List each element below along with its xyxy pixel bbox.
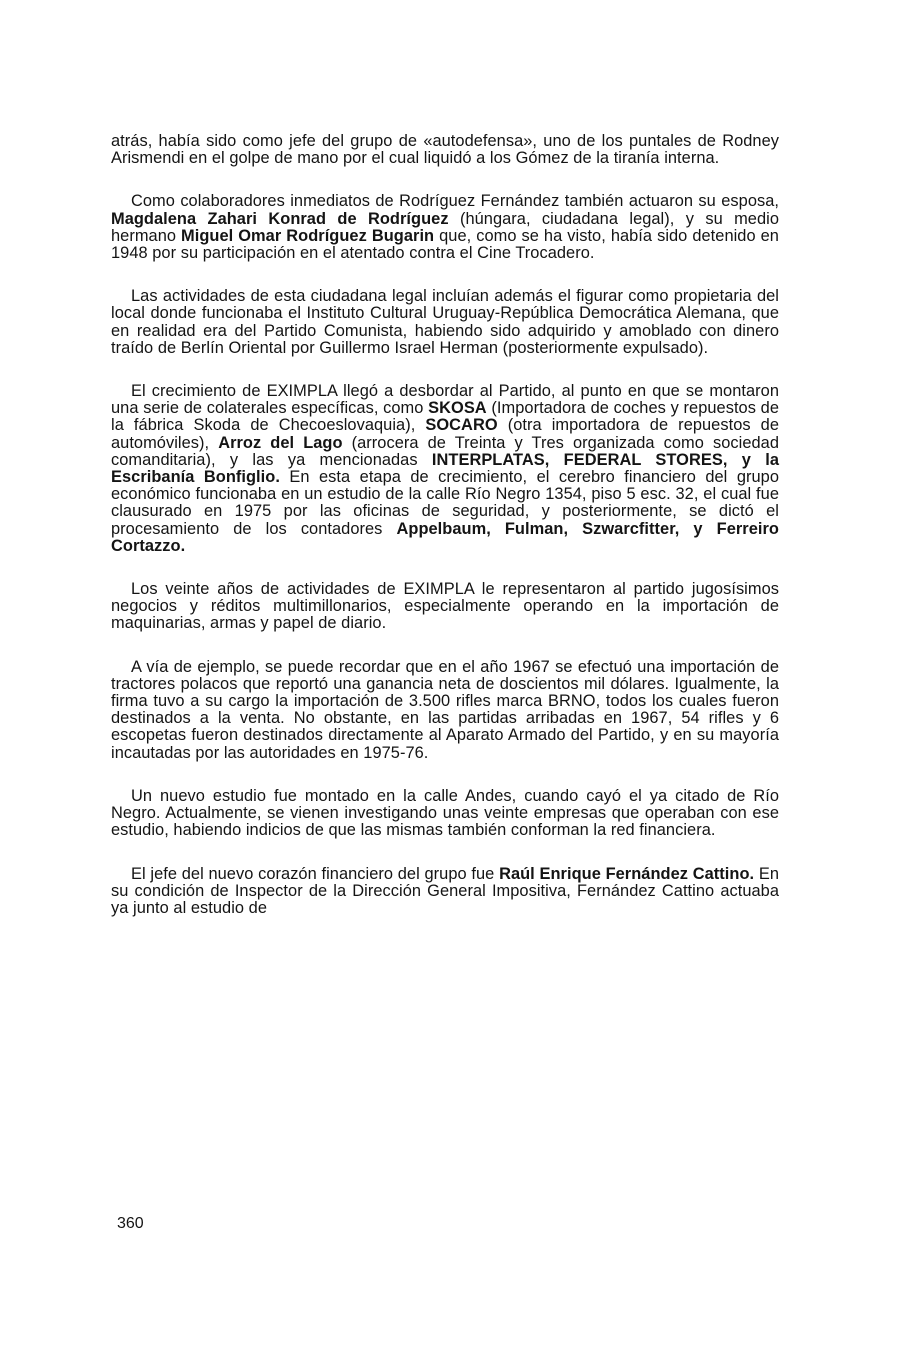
paragraph-7 bbox=[111, 788, 779, 840]
paragraph-2 bbox=[111, 193, 779, 262]
paragraph-text: En esta etapa de crecimiento, el cerebro financiero del grupo económico funcionaba en un estudio de la calle Río Negro 1354, piso 5 esc. 32, el cual fue clausurado en 1975 por las oficinas de seguridad, y posteriormente, se dictó el procesamiento de los contadores bbox=[111, 468, 779, 538]
bold-name: Appelbaum, Fulman, Szwarcfitter, y Ferreiro Cortazzo. bbox=[111, 519, 779, 555]
paragraph-5 bbox=[111, 581, 779, 633]
paragraph-text: Las actividades de esta ciudadana legal incluían además el figurar como propietaria del local donde funcionaba el Instituto Cultural Uruguay-República Democrática Alemana, que en realidad era del Partido Comunista, habiendo sido adquirido y amoblado con dinero traído de Berlín Oriental por Guillermo Israel Herman (posteriormente expulsado). bbox=[111, 287, 779, 357]
paragraph-text: (otra importadora de repuestos de automóviles), bbox=[111, 416, 780, 452]
paragraph-text: (arrocera de Treinta y Tres organizada como sociedad comanditaria), y las ya mencionadas bbox=[111, 433, 779, 469]
paragraph-text: atrás, había sido como jefe del grupo de «autodefensa», uno de los puntales de Rodney Arismendi en el golpe de mano por el cual liquidó a los Gómez de la tiranía interna. bbox=[111, 132, 779, 168]
paragraph-8 bbox=[111, 866, 779, 918]
paragraph-6 bbox=[111, 659, 779, 762]
paragraph-text: El crecimiento de EXIMPLA llegó a desbordar al Partido, al punto en que se montaron una serie de colaterales específicas, como bbox=[111, 382, 779, 418]
paragraph-text: En su condición de Inspector de la Dirección General Impositiva, Fernández Cattino actuaba ya junto al estudio de bbox=[111, 864, 779, 917]
bold-name: INTERPLATAS, FEDERAL STORES, y la Escribanía Bonfiglio. bbox=[111, 450, 779, 487]
bold-name: SOCARO bbox=[425, 416, 498, 435]
bold-name: Magdalena Zahari Konrad de Rodríguez bbox=[111, 209, 449, 228]
paragraph-text: (Importadora de coches y repuestos de la fábrica Skoda de Checoeslovaquia), bbox=[111, 399, 780, 435]
bold-name: Miguel Omar Rodríguez Bugarin bbox=[181, 226, 435, 245]
paragraph-text: (húngara, ciudadana legal), y su medio hermano bbox=[111, 209, 779, 245]
paragraph-text: A vía de ejemplo, se puede recordar que en el año 1967 se efectuó una importación de tractores polacos que reportó una ganancia neta de doscientos mil dólares. Igualmente, la firma tuvo a su cargo la importación de 3.500 rifles marca BRNO, todos los cuales fueron destinados a la venta. No obstante, en las partidas arribadas en 1967, 54 rifles y 6 escopetas fueron destinados directamente al Aparato Armado del Partido, y en su mayoría incautadas por las autoridades en 1975-76. bbox=[111, 657, 779, 762]
paragraph-text: Como colaboradores inmediatos de Rodríguez Fernández también actuaron su esposa, bbox=[131, 192, 779, 211]
page-number: 360 bbox=[117, 1215, 144, 1232]
paragraph-text: que, como se ha visto, había sido detenido en 1948 por su participación en el atentado contra el Cine Trocadero. bbox=[111, 226, 779, 263]
paragraph-text: El jefe del nuevo corazón financiero del grupo fue bbox=[131, 864, 500, 883]
paragraph-text: Los veinte años de actividades de EXIMPLA le representaron al partido jugosísimos negocios y réditos multimillonarios, especialmente operando en la importación de maquinarias, armas y papel de diario. bbox=[111, 580, 779, 633]
body-text bbox=[111, 133, 779, 943]
bold-name: Arroz del Lago bbox=[218, 433, 343, 452]
paragraph-text: Un nuevo estudio fue montado en la calle Andes, cuando cayó el ya citado de Río Negro. Actualmente, se vienen investigando unas veinte empresas que operaban con ese estudio, habiendo indicios de que las mismas también conforman la red financiera. bbox=[111, 786, 779, 840]
paragraph-4 bbox=[111, 383, 779, 555]
paragraph-3 bbox=[111, 288, 779, 357]
bold-name: Raúl Enrique Fernández Cattino. bbox=[499, 864, 755, 883]
paragraph-1 bbox=[111, 133, 779, 167]
bold-name: SKOSA bbox=[428, 399, 487, 418]
